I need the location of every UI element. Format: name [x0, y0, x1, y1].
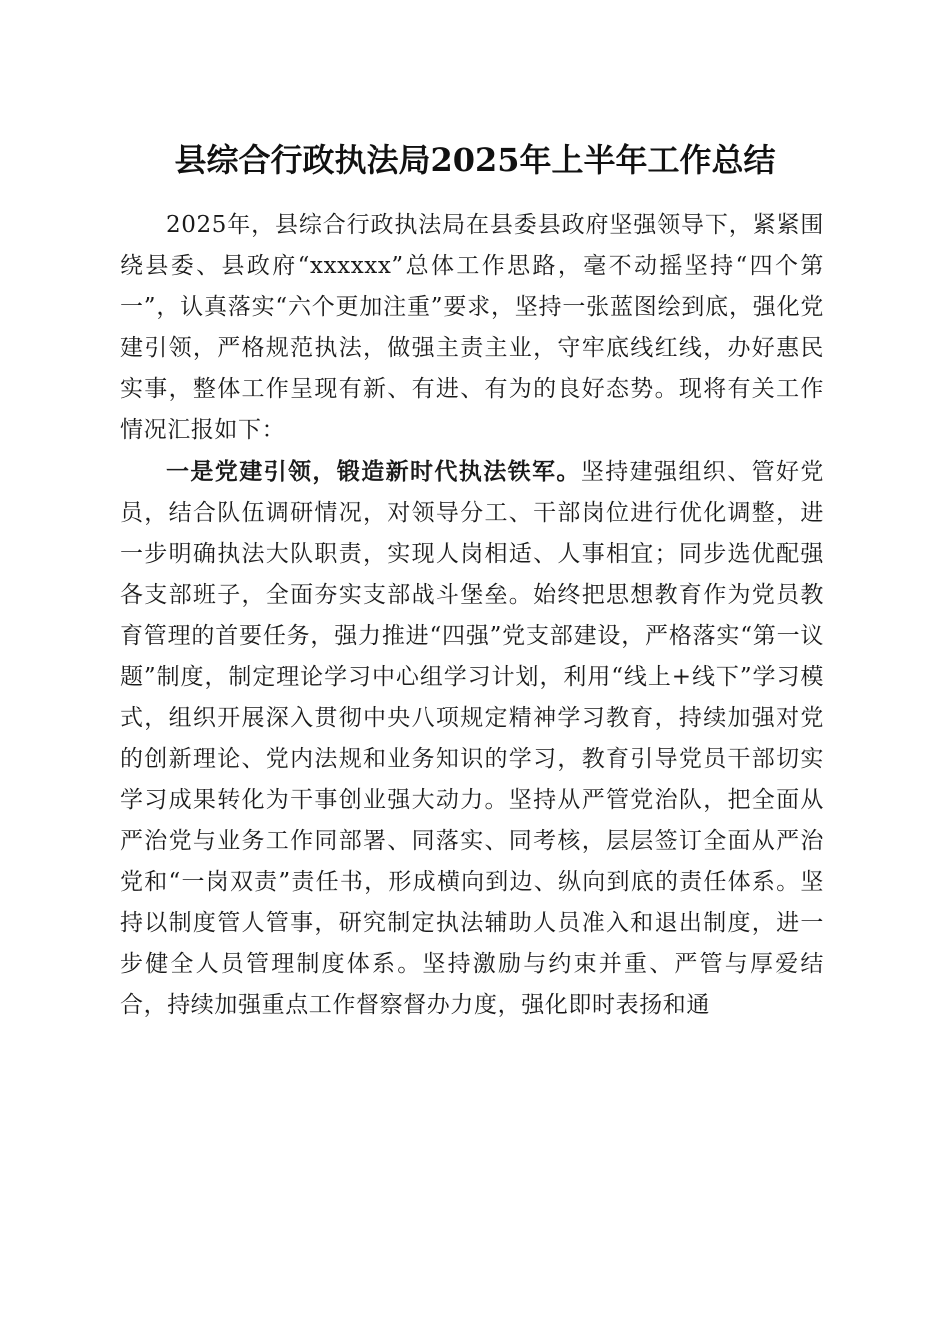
intro-paragraph: 2025年，县综合行政执法局在县委县政府坚强领导下，紧紧围绕县委、县政府“xxxxxx”总体工作思路，毫不动摇坚持“四个第一”，认真落实“六个更加注重”要求，坚持一张蓝图绘到底，强化党建引领，严格规范执法，做强主责主业，守牢底线红线，办好惠民实事，整体工作呈现有新、有进、有为的良好态势。现将有关工作情况汇报如下：: [120, 212, 824, 443]
section-1-paragraph: [120, 451, 824, 1026]
section-1-heading: 一是党建引领，锻造新时代执法铁军。: [166, 458, 581, 485]
document-body: [120, 205, 824, 1026]
section-1-body: 坚持建强组织、管好党员，结合队伍调研情况，对领导分工、干部岗位进行优化调整，进一步明确执法大队职责，实现人岗相适、人事相宜；同步选优配强各支部班子，全面夯实支部战斗堡垒。始终把思想教育作为党员教育管理的首要任务，强力推进“四强”党支部建设，严格落实“第一议题”制度，制定理论学习中心组学习计划，利用“线上+线下”学习模式，组织开展深入贯彻中央八项规定精神学习教育，持续加强对党的创新理论、党内法规和业务知识的学习，教育引导党员干部切实学习成果转化为干事创业强大动力。坚持从严管党治队，把全面从严治党与业务工作同部署、同落实、同考核，层层签订全面从严治党和“一岗双责”责任书，形成横向到边、纵向到底的责任体系。坚持以制度管人管事，研究制定执法辅助人员准入和退出制度，进一步健全人员管理制度体系。坚持激励与约束并重、严管与厚爱结合，持续加强重点工作督察督办力度，强化即时表扬和通: [120, 459, 825, 1018]
document-title: 县综合行政执法局2025年上半年工作总结: [174, 141, 776, 179]
